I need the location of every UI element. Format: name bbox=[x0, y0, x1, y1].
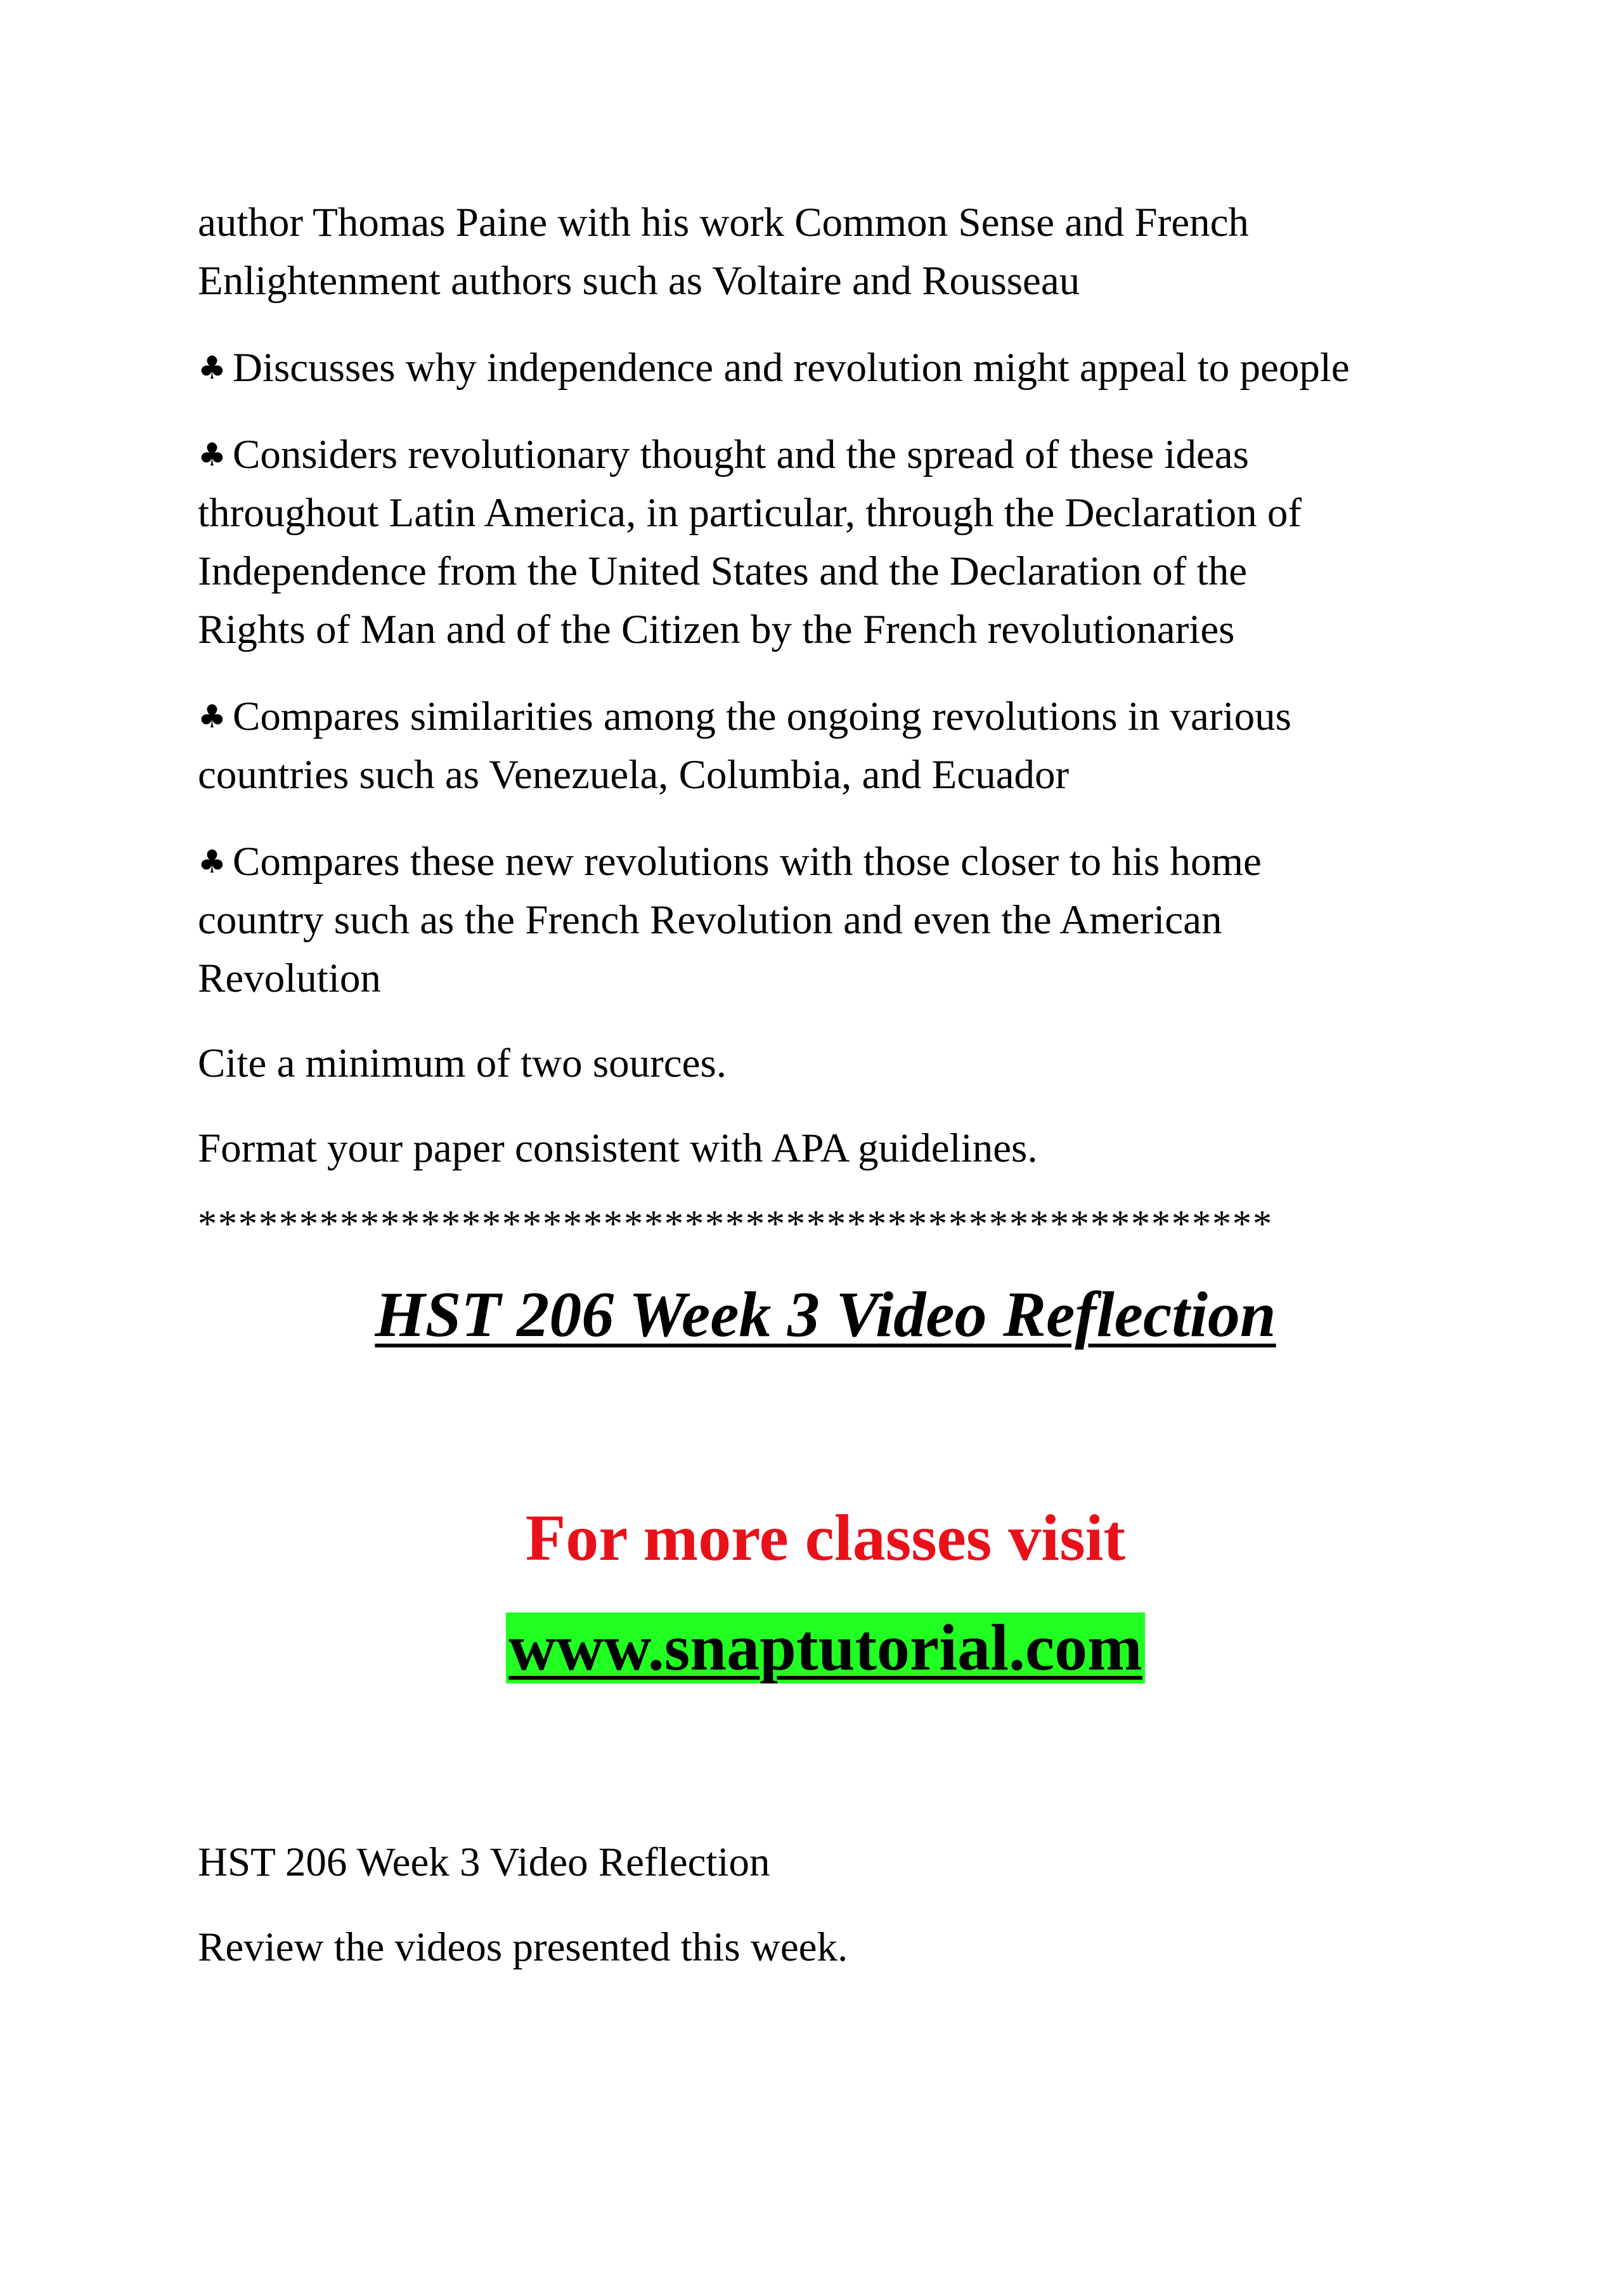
bullet-line: Discusses why independence and revolution might appeal to people bbox=[233, 345, 1350, 391]
club-bullet-icon: ♣ bbox=[198, 843, 226, 880]
snaptutorial-link[interactable]: www.snaptutorial.com bbox=[506, 1612, 1145, 1683]
bullet-line: Considers revolutionary thought and the spread of these ideas bbox=[233, 432, 1249, 477]
bullet-item bbox=[198, 687, 1453, 804]
bullet-item bbox=[198, 339, 1453, 397]
bullet-line: Compares these new revolutions with those closer to his home bbox=[233, 839, 1262, 885]
club-bullet-icon: ♣ bbox=[198, 349, 226, 386]
bullet-line: Revolution bbox=[198, 956, 381, 1001]
document-content bbox=[198, 193, 1453, 1976]
promo-link-wrapper bbox=[198, 1612, 1453, 1683]
club-bullet-icon: ♣ bbox=[198, 436, 226, 473]
format-instruction: Format your paper consistent with APA guidelines. bbox=[198, 1125, 1038, 1171]
intro-line: Enlightenment authors such as Voltaire and Rousseau bbox=[198, 258, 1080, 304]
bullet-item bbox=[198, 833, 1453, 1008]
bullet-line: Compares similarities among the ongoing revolutions in various bbox=[233, 694, 1291, 739]
cite-instruction: Cite a minimum of two sources. bbox=[198, 1041, 727, 1086]
bullet-line: throughout Latin America, in particular, through the Declaration of bbox=[198, 490, 1302, 536]
bullet-line: country such as the French Revolution and even the American bbox=[198, 897, 1222, 943]
bullet-line: Independence from the United States and the Declaration of the bbox=[198, 548, 1248, 594]
intro-line: author Thomas Paine with his work Common Sense and French bbox=[198, 200, 1249, 245]
bullet-line: Rights of Man and of the Citizen by the French revolutionaries bbox=[198, 607, 1235, 652]
bullet-item bbox=[198, 425, 1453, 659]
club-bullet-icon: ♣ bbox=[198, 698, 226, 735]
intro-paragraph bbox=[198, 193, 1453, 310]
promo-text: For more classes visit bbox=[525, 1501, 1126, 1574]
course-heading[interactable]: HST 206 Week 3 Video Reflection bbox=[375, 1279, 1276, 1351]
bullet-line: countries such as Venezuela, Columbia, and Ecuador bbox=[198, 752, 1070, 798]
review-instruction: Review the videos presented this week. bbox=[198, 1924, 848, 1970]
asterisk-separator: ***************************************************** bbox=[198, 1203, 1273, 1245]
section-title: HST 206 Week 3 Video Reflection bbox=[198, 1839, 770, 1885]
